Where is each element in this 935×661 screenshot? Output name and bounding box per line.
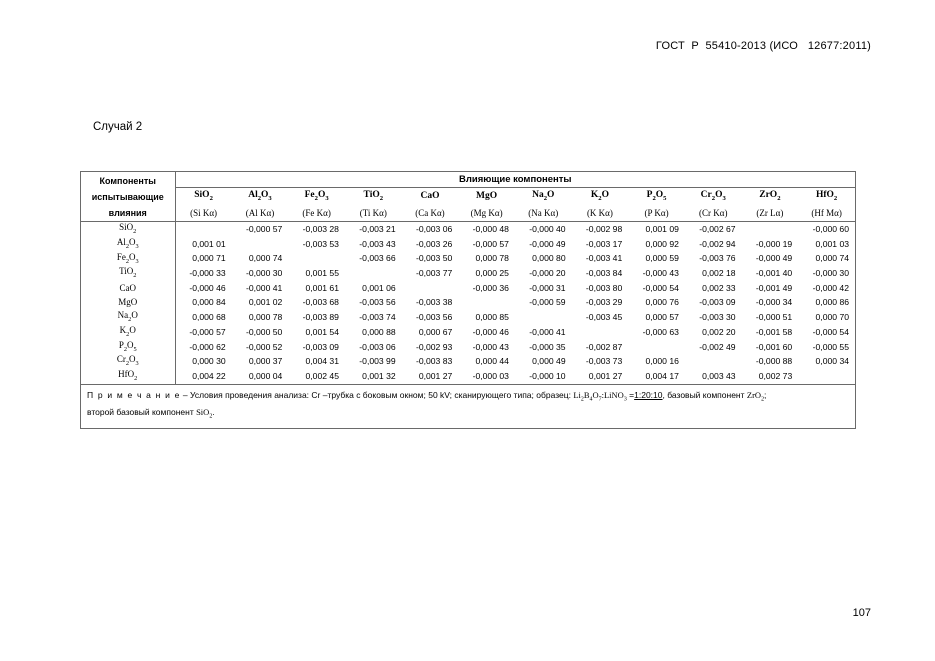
table-cell: [742, 222, 799, 237]
column-line-al2o3: (Al Kα): [232, 205, 289, 222]
row-label-fe2o3: $Fe_2O_3$: [81, 251, 175, 266]
table-cell: -0,000 43: [642, 268, 679, 279]
table-cell: 0,000 68: [192, 312, 226, 323]
column-line-mgo: (Mg Kα): [458, 205, 515, 222]
table-cell: 0,000 70: [815, 312, 849, 323]
table-cell: -0,003 84: [585, 268, 623, 279]
table-cell: 0,000 76: [645, 297, 679, 308]
table-cell: -0,003 06: [415, 224, 453, 235]
table-cell: -0,000 54: [812, 326, 849, 337]
table-cell: -0,000 57: [472, 238, 509, 249]
table-cell: 0,000 44: [475, 356, 509, 367]
table-cell: -0,003 17: [585, 238, 623, 249]
column-header-mgo: MgO: [476, 190, 498, 201]
table-cell: 0,001 02: [248, 297, 283, 308]
table-cell: 0,004 22: [192, 370, 226, 381]
table-cell: [345, 266, 402, 281]
table-cell: -0,003 21: [359, 224, 396, 235]
row-label-k2o: $K_2O$: [81, 325, 175, 340]
table-cell: -0,002 49: [699, 341, 736, 352]
column-header-al2o3: $Al_2O_3$: [248, 189, 272, 202]
table-cell: -0,000 34: [755, 297, 793, 308]
row-label-al2o3: $Al_2O_3$: [81, 237, 175, 252]
table-cell: 0,000 84: [192, 297, 226, 308]
row-label-hfo2: HfO$_2$: [81, 369, 175, 384]
table-cell: -0,003 89: [302, 312, 339, 323]
table-cell: -0,000 31: [529, 282, 566, 293]
table-row: [81, 325, 855, 340]
table-cell: 0,000 86: [815, 297, 849, 308]
table-cell: -0,000 59: [529, 297, 566, 308]
table-cell: -0,000 40: [529, 224, 566, 235]
table-cell: -0,003 73: [585, 356, 623, 367]
table-cell: 0,002 18: [702, 268, 736, 279]
table-cell: 0,001 32: [362, 370, 396, 381]
row-label-cao: CaO: [81, 281, 175, 296]
column-line-na2o: (Na Kα): [515, 205, 572, 222]
table-cell: -0,000 30: [245, 268, 283, 279]
note-ratio: 1:20:10,: [634, 389, 665, 400]
table-cell: -0,003 06: [359, 341, 396, 352]
table-cell: -0,003 53: [302, 238, 339, 249]
interference-coefficients-table: [81, 172, 855, 384]
column-line-sio2: (Si Kα): [175, 205, 232, 222]
table-cell: -0,003 68: [302, 297, 339, 308]
column-header-cr2o3: $Cr_2O_3$: [700, 189, 726, 202]
table-cell: -0,003 99: [359, 356, 396, 367]
table-cell: -0,002 87: [585, 341, 623, 352]
column-header-cao: CaO: [420, 190, 440, 201]
table-cell: 0,001 54: [305, 326, 339, 337]
row-label-p2o5: $P_2O_5$: [81, 340, 175, 355]
table-cell: -0,003 41: [585, 253, 623, 264]
table-cell: -0,003 38: [415, 297, 453, 308]
table-cell: -0,000 33: [189, 268, 226, 279]
table-cell: 0,000 92: [645, 238, 679, 249]
table-cell: -0,000 50: [245, 326, 283, 337]
table-cell: -0,000 54: [642, 282, 679, 293]
row-label-cr2o3: $Cr_2O_3$: [81, 354, 175, 369]
table-cell: -0,000 60: [812, 224, 849, 235]
table-cell: -0,003 09: [699, 297, 736, 308]
table-cell: -0,003 76: [699, 253, 736, 264]
row-label-na2o: $Na_2O$: [81, 310, 175, 325]
corner-header-line-1: Компоненты: [99, 175, 156, 186]
column-line-tio2: (Ti Kα): [345, 205, 402, 222]
column-header-tio2: TiO$_2$: [363, 189, 384, 202]
table-row: [81, 266, 855, 281]
table-cell: -0,000 20: [529, 268, 566, 279]
table-row: [81, 295, 855, 310]
table-cell: -0,000 35: [529, 341, 566, 352]
note-sample-formula: $Li_2B_4O_7:LiNO_3$: [573, 389, 627, 403]
column-line-cr2o3: (Cr Kα): [685, 205, 742, 222]
table-cell: 0,000 37: [248, 356, 283, 367]
table-cell: -0,000 42: [812, 282, 849, 293]
column-line-zro2: (Zr Lα): [742, 205, 799, 222]
row-label-tio2: TiO$_2$: [81, 266, 175, 281]
column-header-p2o5: $P_2O_5$: [646, 189, 667, 202]
column-header-k2o: $K_2O$: [590, 189, 609, 202]
table-row: [81, 237, 855, 252]
note-equals: =: [626, 389, 635, 400]
table-cell: 0,002 33: [702, 282, 736, 293]
table-cell: -0,000 55: [812, 341, 849, 352]
table-cell: -0,003 50: [415, 253, 453, 264]
table-row: [81, 340, 855, 355]
table-cell: 0,001 27: [588, 370, 623, 381]
table-cell: -0,000 63: [642, 326, 679, 337]
table-cell: -0,003 09: [302, 341, 339, 352]
table-cell: 0,000 30: [192, 356, 226, 367]
table-cell: -0,003 45: [585, 312, 623, 323]
table-cell: -0,003 30: [699, 312, 736, 323]
corner-header-line-2: испытывающие: [91, 191, 164, 202]
corner-header-line-3: влияния: [108, 207, 147, 218]
table-cell: 0,001 61: [305, 282, 339, 293]
table-cell: [402, 281, 459, 296]
table-cell: -0,000 62: [189, 341, 226, 352]
table-cell: 0,002 20: [702, 326, 736, 337]
table-cell: 0,001 09: [645, 224, 679, 235]
note-base-component-1: ZrO$_2$: [746, 389, 765, 403]
column-header-sio2: SiO$_2$: [194, 189, 213, 202]
table-cell: 0,001 06: [362, 282, 396, 293]
note-text-2: базовый компонент: [664, 389, 747, 400]
table-cell: 0,000 67: [418, 326, 453, 337]
table-cell: [458, 295, 515, 310]
table-cell: -0,003 80: [585, 282, 623, 293]
table-row: [81, 281, 855, 296]
table-cell: -0,000 30: [812, 268, 849, 279]
table-cell: 0,001 55: [305, 268, 339, 279]
table-cell: 0,000 71: [192, 253, 226, 264]
table-cell: 0,000 80: [532, 253, 566, 264]
table-cell: [232, 237, 289, 252]
table-cell: -0,003 43: [359, 238, 396, 249]
table-cell: 0,000 78: [475, 253, 509, 264]
column-line-cao: (Ca Kα): [402, 205, 459, 222]
table-cell: -0,003 66: [359, 253, 396, 264]
table-cell: -0,002 93: [415, 341, 453, 352]
column-header-fe2o3: $Fe_2O_3$: [304, 189, 329, 202]
table-row: [81, 354, 855, 369]
table-cell: -0,000 49: [529, 238, 566, 249]
column-line-fe2o3: (Fe Kα): [288, 205, 345, 222]
table-cell: [628, 340, 685, 355]
table-cell: -0,000 46: [472, 326, 509, 337]
group-header: Влияющие компоненты: [175, 172, 855, 188]
table-cell: -0,000 41: [245, 282, 283, 293]
table-cell: -0,003 74: [359, 312, 396, 323]
table-cell: -0,000 19: [755, 238, 793, 249]
table-body: [81, 222, 855, 384]
table-cell: 0,000 74: [248, 253, 283, 264]
table-cell: 0,001 01: [192, 238, 226, 249]
note-text-3: ;: [764, 389, 767, 400]
table-cell: 0,004 31: [305, 356, 339, 367]
table-row: [81, 369, 855, 384]
table-cell: 0,000 74: [815, 253, 849, 264]
table-cell: -0,000 43: [472, 341, 509, 352]
table-cell: -0,001 60: [755, 341, 793, 352]
table-cell: 0,003 43: [702, 370, 736, 381]
table-cell: -0,002 67: [699, 224, 736, 235]
table-cell: 0,000 85: [475, 312, 509, 323]
table-cell: -0,000 41: [529, 326, 566, 337]
table-cell: -0,000 88: [755, 356, 793, 367]
row-label-sio2: SiO$_2$: [81, 222, 175, 237]
table-cell: -0,003 26: [415, 238, 453, 249]
table-cell: 0,000 57: [645, 312, 679, 323]
table-cell: 0,000 25: [475, 268, 509, 279]
column-line-k2o: (K Kα): [572, 205, 629, 222]
interference-table-frame: [80, 171, 856, 429]
note-dash: –: [180, 389, 190, 400]
table-cell: -0,003 56: [415, 312, 453, 323]
row-label-mgo: MgO: [81, 295, 175, 310]
table-cell: -0,003 29: [585, 297, 623, 308]
table-cell: -0,003 77: [415, 268, 453, 279]
table-cell: 0,004 17: [645, 370, 679, 381]
table-note: [81, 384, 855, 424]
table-cell: -0,003 83: [415, 356, 453, 367]
table-cell: [798, 369, 855, 384]
table-cell: -0,000 46: [189, 282, 226, 293]
case-label: Случай 2: [93, 121, 143, 133]
table-cell: -0,003 56: [359, 297, 396, 308]
table-cell: [572, 325, 629, 340]
note-base-component-2: SiO$_2$: [196, 407, 213, 420]
note-line-2: второй базовый компонент: [87, 407, 197, 418]
table-cell: -0,000 36: [472, 282, 509, 293]
table-cell: -0,000 03: [472, 370, 509, 381]
table-cell: 0,000 04: [248, 370, 283, 381]
note-end: .: [212, 407, 215, 418]
table-cell: [685, 354, 742, 369]
table-cell: 0,000 59: [645, 253, 679, 264]
corner-header: [81, 172, 175, 222]
table-cell: -0,000 51: [755, 312, 793, 323]
column-header-hfo2: HfO$_2$: [815, 189, 838, 202]
column-header-zro2: ZrO$_2$: [759, 189, 781, 202]
table-cell: 0,001 27: [418, 370, 453, 381]
table-cell: [515, 310, 572, 325]
table-cell: -0,000 49: [755, 253, 793, 264]
table-cell: 0,000 34: [815, 356, 849, 367]
table-cell: -0,003 28: [302, 224, 339, 235]
component-header-row: [81, 188, 855, 206]
table-cell: -0,000 57: [189, 326, 226, 337]
table-cell: -0,000 48: [472, 224, 509, 235]
table-cell: 0,000 16: [645, 356, 679, 367]
table-cell: 0,000 88: [362, 326, 396, 337]
table-cell: -0,001 58: [755, 326, 793, 337]
table-row: [81, 222, 855, 237]
line-header-row: [81, 205, 855, 222]
table-cell: 0,000 49: [532, 356, 566, 367]
table-cell: -0,000 52: [245, 341, 283, 352]
table-row: [81, 310, 855, 325]
table-cell: [175, 222, 232, 237]
note-prefix: П р и м е ч а н и е: [87, 389, 181, 400]
table-cell: -0,001 49: [755, 282, 793, 293]
table-cell: -0,000 10: [529, 370, 566, 381]
table-cell: -0,000 57: [245, 224, 283, 235]
column-header-na2o: $Na_2O$: [532, 189, 555, 202]
page-number: 107: [852, 607, 871, 619]
table-cell: -0,002 98: [585, 224, 623, 235]
note-text-1: Условия проведения анализа: Cr –трубка с боковым окном; 50 kV; сканирующего типа; образец:: [190, 389, 574, 400]
table-cell: [288, 251, 345, 266]
table-cell: 0,002 73: [758, 370, 793, 381]
table-cell: -0,002 94: [699, 238, 736, 249]
column-line-hfo2: (Hf Mα): [798, 205, 855, 222]
table-row: [81, 251, 855, 266]
table-cell: 0,002 45: [305, 370, 339, 381]
table-cell: 0,000 78: [248, 312, 283, 323]
table-cell: -0,001 40: [755, 268, 793, 279]
document-header: ГОСТ Р 55410-2013 (ИСО 12677:2011): [655, 40, 871, 52]
table-cell: 0,001 03: [815, 238, 849, 249]
column-line-p2o5: (P Kα): [628, 205, 685, 222]
